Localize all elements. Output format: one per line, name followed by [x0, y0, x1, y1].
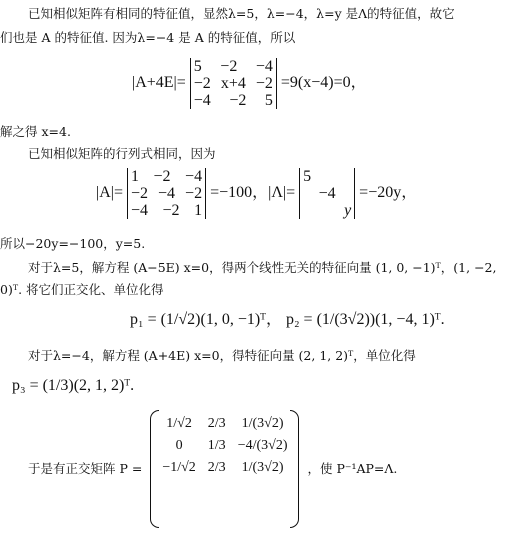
det-2-row: −4 −2 1 — [130, 202, 203, 219]
para-5 — [28, 348, 416, 364]
para-1b-text: 们也是 A 的特征值. 因为λ=−4 是 A 的特征值，所以 — [0, 30, 296, 45]
eq-5-right: ，使 P⁻¹AP=Λ. — [307, 461, 398, 476]
det-3 — [299, 168, 355, 219]
matrix-p-cell: 0 — [175, 438, 183, 453]
solve-text: 解之得 x=4. — [0, 124, 71, 139]
eq-1 — [132, 58, 367, 109]
eq-1-right: =9(x−4)=0， — [280, 74, 367, 92]
para-4b-text: 0)ᵀ. 将它们正交化、单位化得 — [0, 282, 164, 297]
det-1-row: −2 x+4 −2 — [193, 75, 273, 92]
matrix-p-cell: 1/3 — [207, 438, 226, 453]
eq-2-right: =−20y， — [359, 184, 418, 202]
eq-1-left: |A+4E|= — [132, 74, 186, 92]
det-3-row: y — [344, 202, 352, 219]
para-3 — [0, 236, 145, 252]
eq-3 — [130, 312, 445, 328]
det-2-row: 1 −2 −4 — [130, 168, 203, 185]
matrix-p-cell: −4/(3√2) — [237, 438, 288, 453]
det-1-row: −4 −2 5 — [193, 92, 273, 109]
eq-2 — [96, 168, 417, 219]
det-1 — [190, 58, 277, 109]
matrix-p-cell: 1/√2 — [166, 416, 192, 431]
para-1b — [0, 30, 295, 46]
para-2-text: 已知相似矩阵的行列式相同，因为 — [28, 146, 216, 161]
det-2 — [127, 168, 206, 219]
matrix-p-cell: 2/3 — [207, 416, 226, 431]
matrix-p-cell: 1/(3√2) — [241, 416, 284, 431]
para-1-text: 已知相似矩阵有相同的特征值，显然λ=5，λ=−4，λ=y 是Λ的特征值，故它 — [28, 6, 455, 21]
eq-4-text: p₃ = (1/3)(2, 1, 2)ᵀ. — [12, 377, 135, 394]
para-4-text: 对于λ=5，解方程 (A−5E) x=0，得两个线性无关的特征向量 (1, 0, −1)ᵀ，(1, −2, — [28, 260, 497, 275]
det-3-row: 5 — [303, 168, 312, 185]
matrix-p-cell: −1/√2 — [162, 460, 196, 475]
matrix-p-cell: 1/(3√2) — [241, 460, 284, 475]
det-1-row: 5 −2 −4 — [193, 58, 273, 75]
eq-5 — [28, 410, 397, 528]
para-3-text: 所以−20y=−100，y=5. — [0, 236, 146, 251]
eq-2-mid: =−100，|Λ|= — [210, 184, 296, 202]
solve-line — [0, 124, 71, 140]
para-5-text: 对于λ=−4，解方程 (A+4E) x=0，得特征向量 (2, 1, 2)ᵀ，单位化得 — [28, 348, 416, 363]
para-1 — [28, 6, 455, 22]
matrix-p-grid — [158, 410, 291, 482]
matrix-p-cell: 2/3 — [207, 460, 226, 475]
eq-5-left: 于是有正交矩阵 P = — [28, 461, 143, 476]
matrix-p — [150, 410, 299, 528]
eq-4 — [12, 378, 134, 394]
para-2 — [28, 146, 216, 162]
para-4b — [0, 282, 164, 298]
eq-2-left: |A|= — [96, 184, 123, 202]
eq-3-text: p₁ = (1/√2)(1, 0, −1)ᵀ， p₂ = (1/(3√2))(1, −4, 1)ᵀ. — [130, 311, 445, 328]
det-2-row: −2 −4 −2 — [130, 185, 203, 202]
det-3-row: −4 — [318, 185, 336, 202]
para-4 — [28, 260, 496, 276]
